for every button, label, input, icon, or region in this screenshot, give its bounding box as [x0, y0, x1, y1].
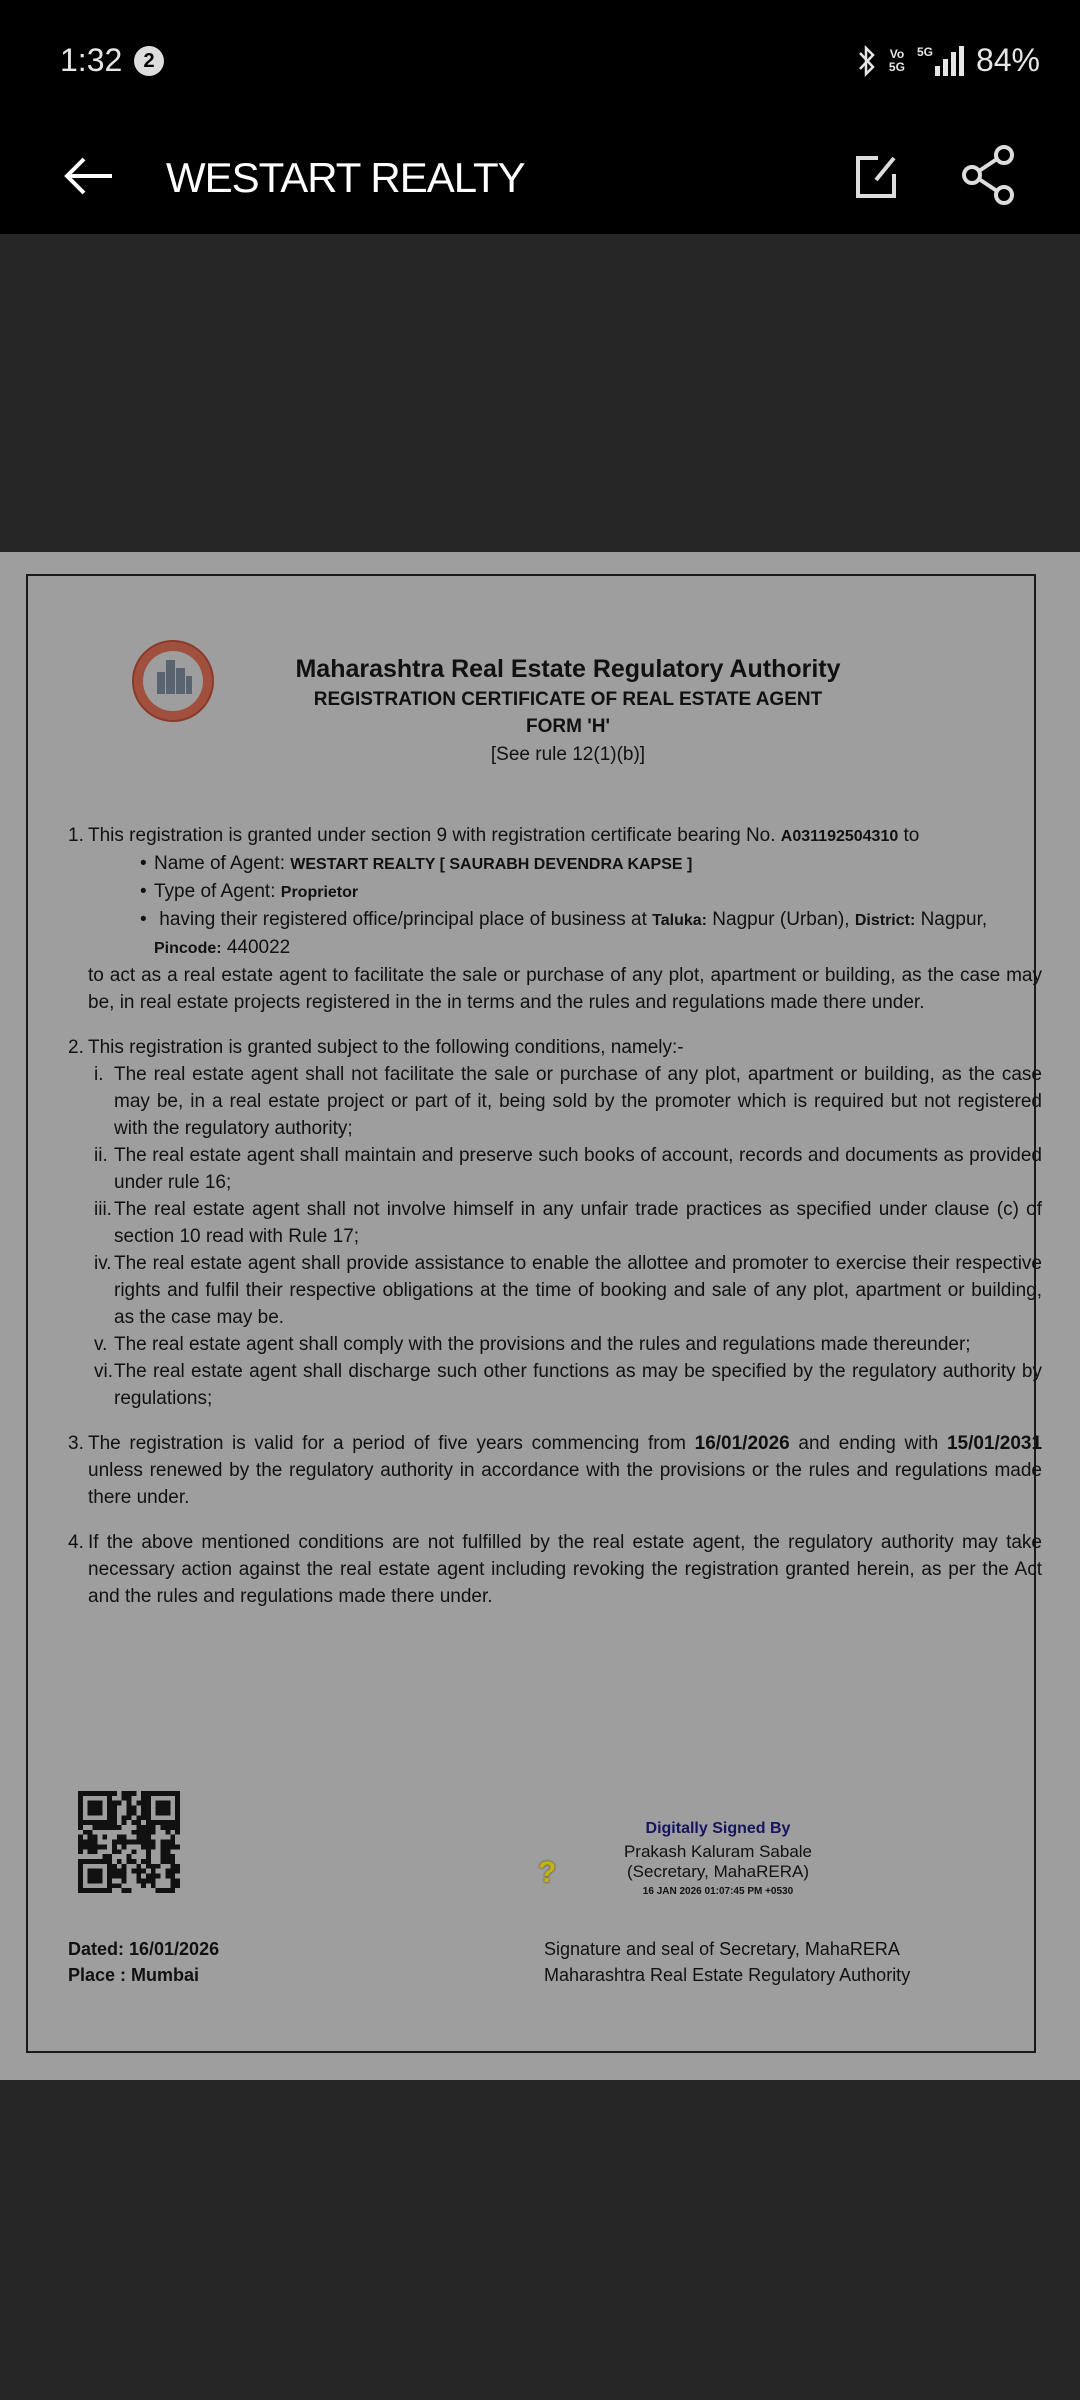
back-arrow-icon[interactable] [60, 146, 120, 206]
signal-icon: 5G [917, 46, 964, 76]
seal-line-2: Maharashtra Real Estate Regulatory Authority [544, 1965, 911, 1985]
maharera-logo [130, 638, 216, 724]
condition-item: i. The real estate agent shall not facilitate the sale or purchase of any plot, apartment or building, as the case may be, in a real estate project or part of it, being sold by the promoter which is required but not registered with the regulatory authority; [94, 1064, 1042, 1139]
bluetooth-icon [857, 44, 877, 78]
condition-item: vi. The real estate agent shall discharge such other functions as may be specified by the regulatory authority by regulations; [94, 1361, 1042, 1409]
seal-line-1: Signature and seal of Secretary, MahaRERA [544, 1939, 900, 1959]
qr-code [78, 1791, 180, 1893]
signature-timestamp: 16 JAN 2026 01:07:45 PM +0530 [642, 1886, 794, 1897]
digital-signature: Digitally Signed By Prakash Kaluram Sabale (Secretary, MahaRERA) 16 JAN 2026 01:07:45 PM +0530 ? [568, 1816, 868, 1902]
notification-count-badge: 2 [134, 46, 164, 76]
certificate-page [0, 552, 1080, 2080]
signer-name: Prakash Kaluram Sabale [623, 1842, 813, 1861]
share-icon[interactable] [958, 142, 1018, 208]
clause-2: 2. This registration is granted subject to the following conditions, namely:- i. The real estate agent shall not facilitate the sale or purchase of any plot, apartment or building, as the case may be, in a real estate project or part of it, being sold by the promoter which is required but not registered with the regulatory authority; ii. The real estate agent shall maintain and preserve such books of account, records and documents as provided under rule 16; iii. The real estate agent shall not involve himself in any unfair trade practices as specified under clause (c) of section 10 read with Rule 17; iv. The real estate agent shall provide assistance to enable the allottee and promoter to exercise their respective rights and fulfil their respective obligations at the time of booking and sale of any plot, apartment or building, as the case may be. v. The real estate agent shall comply with the provisions and the rules and regulations made thereunder; vi. The real estate agent shall discharge such other functions as may be specified by the regulatory authority by regulations; [68, 1034, 1042, 1412]
place: Place : Mumbai [68, 1965, 200, 1985]
volte-icon: Vo 5G [888, 46, 905, 74]
rule-reference: [See rule 12(1)(b)] [490, 744, 646, 765]
registration-number: A031192504310 [780, 828, 899, 845]
condition-item: iii. The real estate agent shall not involve himself in any unfair trade practices as specified under clause (c) of section 10 read with Rule 17; [94, 1199, 1042, 1247]
authority-heading: Maharashtra Real Estate Regulatory Authority [295, 655, 841, 683]
dated: Dated: 16/01/2026 [68, 1939, 220, 1959]
clause-4: 4. If the above mentioned conditions are not fulfilled by the real estate agent, the regulatory authority may take necessary action against the real estate agent including revoking the registration granted herein, as per the Act and the rules and regulations made there under. [68, 1532, 1042, 1607]
agent-type: Proprietor [280, 884, 359, 901]
valid-from-date: 16/01/2026 [694, 1433, 790, 1454]
battery-percent: 84% [975, 42, 1040, 78]
edit-icon[interactable] [846, 146, 906, 206]
valid-until-date: 15/01/2031 [946, 1433, 1043, 1454]
condition-item: v. The real estate agent shall comply with the provisions and the rules and regulations made thereunder; [94, 1334, 971, 1355]
certificate-border [26, 574, 1043, 2053]
condition-item: iv. The real estate agent shall provide assistance to enable the allottee and promoter to exercise their respective rights and fulfil their respective obligations at the time of booking and sale of any plot, apartment or building, as the case may be. [94, 1253, 1042, 1328]
clock: 1:32 [60, 42, 123, 78]
app-title: WESTART REALTY [166, 154, 525, 201]
pincode: 440022 [226, 937, 291, 958]
clause-3: 3. The registration is valid for a period of five years commencing from 16/01/2026 and ending with 15/01/2031 unless renewed by the regulatory authority in accordance with the provisions or the rules and regulations made there under. [68, 1433, 1043, 1508]
app-bar [0, 120, 1080, 234]
signature-unverified-icon: ? [538, 1856, 557, 1889]
status-bar [0, 0, 1080, 120]
clause-1: 1. This registration is granted under section 9 with registration certificate bearing No. A031192504310 to • Name of Agent: WESTART REALTY [ SAURABH DEVENDRA KAPSE ] • Type of Agent: Proprietor • having their registered office/principal place of business at Taluka: Nagpur (Urban), District: Nagpur, Pincode: 440022 to act as a real estate agent to facilitate the sale or purchase of any plot, apartment or building, as the case may be, in real estate projects registered in the in terms and the rules and regulations made there under. [68, 825, 1042, 1013]
condition-item: ii. The real estate agent shall maintain and preserve such books of account, records and documents as provided under rule 16; [94, 1145, 1042, 1193]
certificate-subtitle: REGISTRATION CERTIFICATE OF REAL ESTATE AGENT [313, 689, 823, 710]
form-label: FORM 'H' [526, 716, 610, 737]
agent-name: WESTART REALTY [ SAURABH DEVENDRA KAPSE ] [290, 856, 693, 873]
